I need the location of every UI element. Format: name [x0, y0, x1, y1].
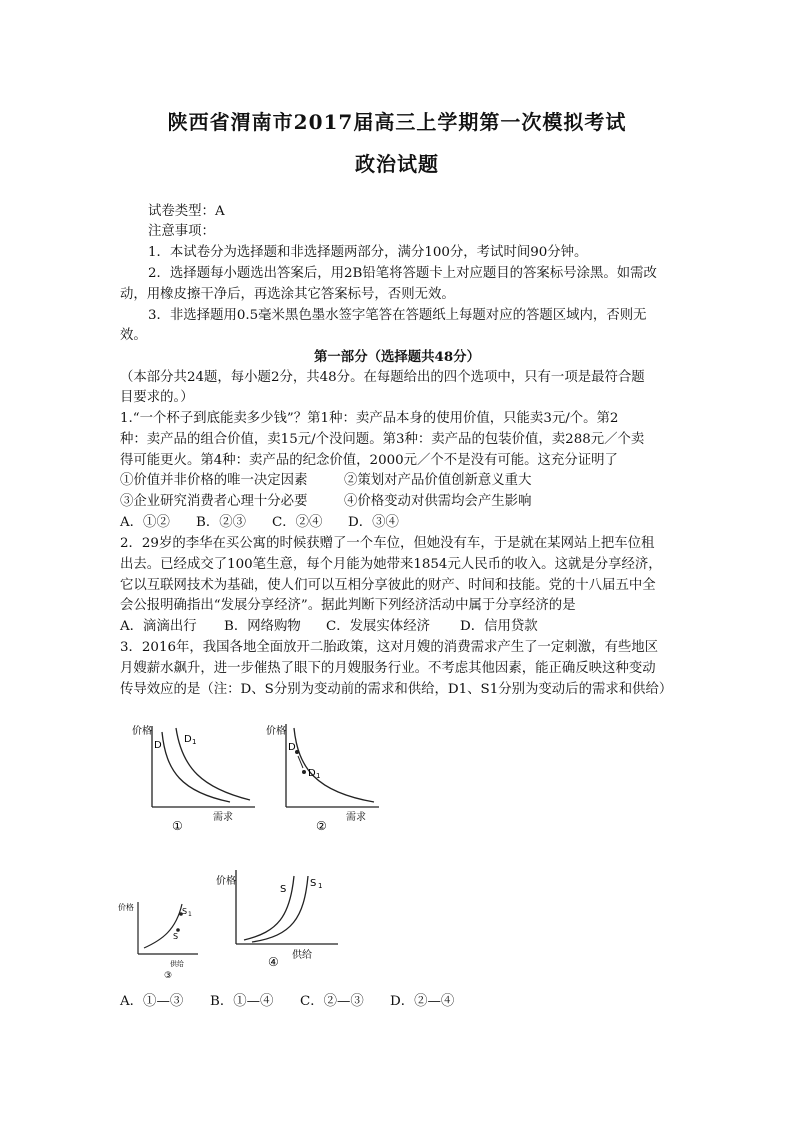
q1-option-c: C．②④ [272, 515, 323, 530]
q1-text: 得可能更火。第4种：卖产品的纪念价值，2000元／个不是没有可能。这充分证明了 [120, 453, 618, 468]
q2-text: 会公报明确指出“发展分享经济”。据此判断下列经济活动中属于分享经济的是 [120, 598, 576, 613]
curve-label-d1: D [184, 734, 192, 745]
page-subtitle: 政治试题 [355, 152, 439, 176]
x-axis-label: 需求 [346, 812, 366, 823]
q1-statement-3: ③企业研究消费者心理十分必要 [120, 494, 308, 509]
figure-number: ① [172, 819, 183, 833]
notes-item-2-cont: 动，用橡皮擦干净后，再选涂其它答案标号，否则无效。 [120, 287, 455, 302]
x-axis-label: 供给 [170, 960, 184, 968]
point-label-d1-sub: 1 [316, 772, 321, 780]
q2-text: 出去。已经成交了100笔生意，每个月能为她带来1854元人民币的收入。这就是分享经济， [120, 557, 662, 572]
notes-item-2: 2．选择题每小题选出答案后，用2B铅笔将答题卡上对应题目的答案标号涂黑。如需改 [148, 266, 657, 281]
point-label-s: S [173, 932, 179, 941]
q3-option-b: B．①—④ [210, 994, 274, 1009]
q2-option-d: D．信用贷款 [460, 619, 538, 634]
figure-3 [116, 890, 216, 984]
figure-number: ③ [164, 971, 173, 980]
paper-type: 试卷类型：A [148, 204, 225, 219]
supply-curve [144, 904, 182, 948]
q1-option-d: D．③④ [348, 515, 399, 530]
q3-option-c: C．②—③ [300, 994, 364, 1009]
point-label-s1-sub: 1 [188, 911, 192, 918]
notes-item-3-cont: 效。 [120, 328, 147, 343]
notes-heading: 注意事项： [148, 224, 215, 239]
x-axis-label: 需求 [213, 812, 233, 823]
q1-text: 1.“一个杯子到底能卖多少钱”？第1种：卖产品本身的使用价值，只能卖3元/个。第2 [120, 411, 619, 426]
q1-statement-1: ①价值并非价格的唯一决定因素 [120, 473, 308, 488]
q3-text: 传导效应的是（注：D、S分别为变动前的需求和供给，D1、S1分别为变动后的需求和供给） [120, 682, 673, 697]
q1-option-b: B．②③ [196, 515, 247, 530]
q3-option-d: D．②—④ [390, 994, 455, 1009]
q2-option-c: C．发展实体经济 [326, 619, 430, 634]
q2-option-b: B．网络购物 [224, 619, 301, 634]
y-axis-label: 价格 [132, 726, 152, 737]
curve-label-d: D [154, 740, 162, 751]
point-label-s1: S [182, 907, 188, 916]
q1-statement-2: ②策划对产品价值创新意义重大 [344, 473, 532, 488]
section-desc: （本部分共24题，每小题2分，共48分。在每题给出的四个选项中，只有一项是最符合题 [120, 370, 645, 385]
q2-text: 它以互联网技术为基础，使人们可以互相分享彼此的财产、时间和技能。党的十八届五中全 [120, 578, 656, 593]
figure-1 [120, 712, 260, 846]
figure-number: ④ [268, 955, 279, 969]
curve-label-s1-sub: 1 [318, 882, 323, 890]
demand-curve [294, 728, 374, 802]
page-title: 陕西省渭南市2017届高三上学期第一次模拟考试 [167, 110, 627, 134]
section-desc-cont: 目要求的。） [120, 390, 194, 405]
point-label-d: D [288, 742, 296, 753]
q1-statement-4: ④价格变动对供需均会产生影响 [344, 494, 532, 509]
supply-curve-s [244, 876, 294, 940]
y-axis-label: 价格 [266, 726, 286, 737]
q1-text: 种：卖产品的组合价值，卖15元/个没问题。第3种：卖产品的包装价值，卖288元／个卖 [120, 432, 645, 447]
q2-text: 2．29岁的李华在买公寓的时候获赠了一个车位，但她没有车，于是就在某网站上把车位租 [120, 536, 655, 551]
q3-text: 月嫂薪水飙升，进一步催热了眼下的月嫂服务行业。不考虑其他因素，能正确反映这种变动 [120, 661, 656, 676]
q2-option-a: A．滴滴出行 [120, 619, 197, 634]
figure-2 [264, 712, 394, 846]
shift-arrow [298, 756, 303, 768]
q3-text: 3．2016年，我国各地全面放开二胎政策，这对月嫂的消费需求产生了一定刺激，有些地区 [120, 640, 659, 655]
figure-4 [208, 862, 348, 976]
notes-item-3: 3．非选择题用0.5毫米黑色墨水签字笔答在答题纸上每题对应的答题区域内，否则无 [148, 308, 647, 323]
figure-number: ② [316, 819, 327, 833]
q1-option-a: A．①② [120, 515, 170, 530]
point-label-d1: D [308, 768, 316, 779]
curve-label-s: S [280, 884, 287, 895]
y-axis-label: 价格 [216, 876, 236, 887]
curve-label-s1: S [310, 878, 317, 889]
section-title: 第一部分（选择题共48分） [314, 349, 480, 365]
q3-option-a: A．①—③ [120, 994, 184, 1009]
y-axis-label: 价格 [118, 903, 134, 912]
x-axis-label: 供给 [292, 950, 312, 961]
curve-label-d1-sub: 1 [192, 738, 197, 746]
notes-item-1: 1．本试卷分为选择题和非选择题两部分，满分100分，考试时间90分钟。 [148, 245, 588, 260]
point-d1 [302, 770, 306, 774]
